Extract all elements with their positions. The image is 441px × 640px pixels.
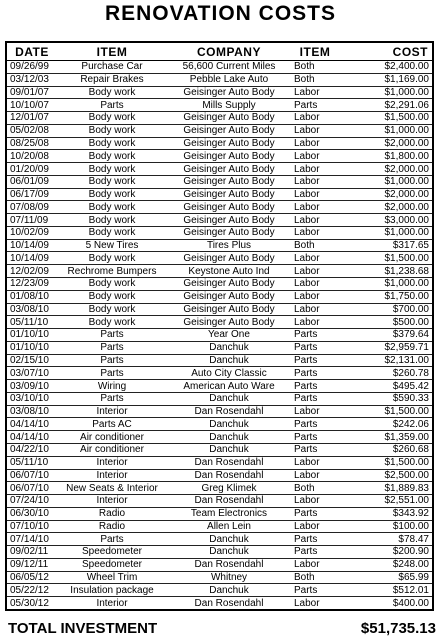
cell-item-type: Both — [291, 239, 339, 252]
cell-item-type: Labor — [291, 405, 339, 418]
cell-company: Dan Rosendahl — [167, 558, 291, 571]
cell-company: 56,600 Current Miles — [182, 61, 276, 73]
total-label: TOTAL INVESTMENT — [8, 620, 158, 637]
cell-item-type: Parts — [291, 546, 339, 559]
table-row — [7, 392, 432, 405]
cell-item-type: Labor — [291, 86, 339, 99]
cell-company: Danchuk — [167, 584, 291, 597]
table-row — [7, 367, 432, 380]
cell-company: Whitney — [167, 571, 291, 584]
cell-item-type: Parts — [291, 392, 339, 405]
cell-item: Parts — [57, 367, 167, 380]
cell-cost: $2,551.00 — [339, 495, 432, 508]
cell-item-type: Labor — [291, 495, 339, 508]
cell-item: Body work — [57, 163, 167, 176]
cell-cost: $3,000.00 — [339, 214, 432, 227]
table-row — [7, 329, 432, 342]
cell-company: Dan Rosendahl — [167, 495, 291, 508]
cell-item: Body work — [57, 252, 167, 265]
table-row — [7, 214, 432, 227]
cell-cost: $260.78 — [339, 367, 432, 380]
cell-item: Parts — [57, 354, 167, 367]
cell-cost: $2,400.00 — [384, 61, 429, 73]
cost-table — [5, 41, 434, 611]
cell-item-type: Both — [291, 482, 339, 495]
cell-cost: $500.00 — [339, 316, 432, 329]
cell-date: 01/08/10 — [7, 290, 57, 303]
cell-item: Speedometer — [57, 546, 167, 559]
cell-item: New Seats & Interior — [57, 482, 167, 495]
cell-date: 09/26/99 — [10, 61, 49, 73]
table-row — [7, 201, 432, 214]
cell-date: 10/14/09 — [7, 252, 57, 265]
cell-date: 02/15/10 — [7, 354, 57, 367]
cell-item-type: Labor — [291, 214, 339, 227]
cell-date: 03/10/10 — [7, 392, 57, 405]
header-item: ITEM — [57, 43, 167, 61]
cell-item-type: Labor — [291, 558, 339, 571]
cell-item: Purchase Car — [81, 61, 143, 73]
cell-company: American Auto Ware — [167, 380, 291, 393]
cell-item-type: Both — [291, 73, 339, 86]
cell-date: 03/07/10 — [7, 367, 57, 380]
cell-item: Body work — [57, 124, 167, 137]
cell-date: 10/20/08 — [7, 150, 57, 163]
cell-date: 07/24/10 — [7, 495, 57, 508]
cell-item: Interior — [57, 405, 167, 418]
cell-item: Radio — [57, 520, 167, 533]
cell-company: Geisinger Auto Body — [167, 150, 291, 163]
cell-company: Dan Rosendahl — [167, 597, 291, 609]
cell-company: Geisinger Auto Body — [167, 252, 291, 265]
cell-cost: $2,000.00 — [339, 201, 432, 214]
cell-item-type: Labor — [291, 469, 339, 482]
cell-item: Parts — [57, 329, 167, 342]
page-title: RENOVATION COSTS — [104, 2, 337, 25]
cell-item-type: Labor — [291, 520, 339, 533]
cell-date: 09/02/11 — [7, 546, 57, 559]
cell-cost: $317.65 — [339, 239, 432, 252]
cell-item-type: Labor — [291, 201, 339, 214]
table-row — [7, 507, 432, 520]
table-row — [7, 495, 432, 508]
cell-item: Body work — [57, 175, 167, 188]
cell-date: 07/08/09 — [7, 201, 57, 214]
table-row — [7, 124, 432, 137]
cell-cost: $1,750.00 — [339, 290, 432, 303]
cell-date: 05/22/12 — [7, 584, 57, 597]
table-row — [7, 482, 432, 495]
cell-date: 09/12/11 — [7, 558, 57, 571]
cell-cost: $1,169.00 — [339, 73, 432, 86]
cell-company: Danchuk — [167, 533, 291, 546]
table-row — [7, 597, 432, 609]
cell-item: Body work — [57, 86, 167, 99]
cell-date: 05/11/10 — [7, 456, 57, 469]
cell-date: 06/01/09 — [7, 175, 57, 188]
cell-cost: $512.01 — [339, 584, 432, 597]
table-row — [7, 443, 432, 456]
cell-date: 06/07/10 — [7, 469, 57, 482]
cell-item: Air conditioner — [57, 431, 167, 444]
cell-date: 12/02/09 — [7, 265, 57, 278]
cell-date: 07/10/10 — [7, 520, 57, 533]
cell-date: 03/09/10 — [7, 380, 57, 393]
table-row — [7, 188, 432, 201]
cell-date: 06/07/10 — [7, 482, 57, 495]
cell-item: Body work — [57, 290, 167, 303]
table-row — [7, 571, 432, 584]
cell-company: Geisinger Auto Body — [167, 163, 291, 176]
cell-item-type: Parts — [291, 584, 339, 597]
table-row — [7, 520, 432, 533]
cell-company: Tires Plus — [167, 239, 291, 252]
cell-company: Year One — [167, 329, 291, 342]
cell-cost: $2,000.00 — [339, 188, 432, 201]
table-row — [7, 341, 432, 354]
table-row — [7, 584, 432, 597]
table-row — [7, 380, 432, 393]
cell-item-type: Both — [291, 571, 339, 584]
cell-item-type: Parts — [291, 329, 339, 342]
cell-item-type: Labor — [291, 137, 339, 150]
table-row — [7, 239, 432, 252]
cell-company: Geisinger Auto Body — [167, 137, 291, 150]
table-row — [7, 175, 432, 188]
cell-date: 10/10/07 — [7, 99, 57, 112]
cell-company: Geisinger Auto Body — [167, 201, 291, 214]
cell-item: Body work — [57, 303, 167, 316]
cell-company: Geisinger Auto Body — [167, 188, 291, 201]
cell-company: Geisinger Auto Body — [167, 316, 291, 329]
cell-item: Interior — [57, 456, 167, 469]
cell-item-type: Labor — [291, 290, 339, 303]
header-cost: COST — [339, 43, 432, 61]
cell-item-type: Labor — [291, 303, 339, 316]
cell-cost: $2,000.00 — [339, 137, 432, 150]
cell-item: Radio — [57, 507, 167, 520]
cell-cost: $2,291.06 — [339, 99, 432, 112]
cell-item: Rechrome Bumpers — [57, 265, 167, 278]
cell-item-type: Labor — [291, 597, 339, 609]
cell-cost: $248.00 — [339, 558, 432, 571]
cell-company: Danchuk — [167, 418, 291, 431]
cell-item-type: Labor — [291, 175, 339, 188]
cell-company: Allen Lein — [167, 520, 291, 533]
cell-item-type: Parts — [291, 507, 339, 520]
table-row — [7, 316, 432, 329]
cell-company: Danchuk — [167, 443, 291, 456]
table-row — [7, 150, 432, 163]
cell-company: Geisinger Auto Body — [167, 303, 291, 316]
cell-date: 03/08/10 — [7, 405, 57, 418]
cell-item-type: Labor — [291, 226, 339, 239]
cell-item: Speedometer — [57, 558, 167, 571]
cell-date: 03/08/10 — [7, 303, 57, 316]
cell-date: 04/14/10 — [7, 431, 57, 444]
cell-item-type: Labor — [291, 265, 339, 278]
table-row — [7, 163, 432, 176]
cell-cost: $2,959.71 — [339, 341, 432, 354]
cell-cost: $1,800.00 — [339, 150, 432, 163]
cell-company: Dan Rosendahl — [167, 469, 291, 482]
cell-company: Geisinger Auto Body — [167, 86, 291, 99]
cell-date: 06/17/09 — [7, 188, 57, 201]
cell-item: Body work — [57, 137, 167, 150]
table-row — [7, 469, 432, 482]
cell-company: Danchuk — [167, 392, 291, 405]
cell-cost: $100.00 — [339, 520, 432, 533]
cell-cost: $65.99 — [339, 571, 432, 584]
cell-item-type: Labor — [291, 316, 339, 329]
cell-item: Air conditioner — [57, 443, 167, 456]
table-row — [7, 303, 432, 316]
table-row — [7, 290, 432, 303]
cell-cost: $1,500.00 — [339, 252, 432, 265]
cell-company: Geisinger Auto Body — [167, 175, 291, 188]
cell-item: Interior — [57, 597, 167, 609]
cell-item-type: Labor — [291, 163, 339, 176]
cell-date: 01/20/09 — [7, 163, 57, 176]
cell-cost: $400.00 — [339, 597, 432, 609]
cell-cost: $2,131.00 — [339, 354, 432, 367]
table-row — [7, 558, 432, 571]
cell-company: Greg Klimek — [167, 482, 291, 495]
cell-cost: $590.33 — [339, 392, 432, 405]
cell-company: Dan Rosendahl — [167, 456, 291, 469]
cell-item-type: Parts — [291, 354, 339, 367]
table-row — [7, 265, 432, 278]
table-header-row — [7, 43, 432, 61]
cell-date: 07/14/10 — [7, 533, 57, 546]
cell-item-type: Labor — [291, 150, 339, 163]
cell-cost: $200.90 — [339, 546, 432, 559]
table-row — [7, 354, 432, 367]
cell-company: Geisinger Auto Body — [167, 290, 291, 303]
table-row — [7, 86, 432, 99]
cell-date: 01/10/10 — [7, 341, 57, 354]
table-row — [7, 405, 432, 418]
cell-company: Pebble Lake Auto — [167, 73, 291, 86]
cell-item: Body work — [57, 214, 167, 227]
cell-date: 05/11/10 — [7, 316, 57, 329]
cell-cost: $495.42 — [339, 380, 432, 393]
cell-item-type: Parts — [291, 380, 339, 393]
cell-date: 04/22/10 — [7, 443, 57, 456]
cell-item: Interior — [57, 469, 167, 482]
table-row — [7, 252, 432, 265]
table-row — [7, 418, 432, 431]
cell-company: Auto City Classic — [167, 367, 291, 380]
cell-date: 05/30/12 — [7, 597, 57, 609]
cell-cost: $1,359.00 — [339, 431, 432, 444]
cell-item: Parts AC — [57, 418, 167, 431]
cell-item: Body work — [57, 112, 167, 125]
cell-cost: $1,000.00 — [339, 226, 432, 239]
cell-item: Body work — [57, 150, 167, 163]
table-row — [7, 73, 432, 86]
cell-date: 12/01/07 — [7, 112, 57, 125]
cell-date: 06/30/10 — [7, 507, 57, 520]
cell-date: 04/14/10 — [7, 418, 57, 431]
cell-cost: $242.06 — [339, 418, 432, 431]
table-body — [7, 61, 432, 609]
table-row — [7, 456, 432, 469]
header-date: DATE — [7, 43, 57, 61]
table-row — [7, 546, 432, 559]
cell-item-type: Both — [294, 61, 315, 73]
cell-cost: $1,238.68 — [339, 265, 432, 278]
total-value: $51,735.13 — [360, 620, 436, 637]
cell-cost: $700.00 — [339, 303, 432, 316]
cell-company: Geisinger Auto Body — [167, 112, 291, 125]
cell-cost: $1,000.00 — [339, 278, 432, 291]
cell-company: Mills Supply — [167, 99, 291, 112]
cell-item: Parts — [57, 533, 167, 546]
cell-item: Repair Brakes — [57, 73, 167, 86]
cell-item: Body work — [57, 316, 167, 329]
table-row — [7, 533, 432, 546]
total-investment — [8, 619, 436, 639]
cell-item: Body work — [57, 226, 167, 239]
table-row — [7, 112, 432, 125]
cell-company: Danchuk — [167, 354, 291, 367]
cell-item-type: Parts — [291, 99, 339, 112]
cell-company: Geisinger Auto Body — [167, 226, 291, 239]
cell-cost: $1,500.00 — [339, 112, 432, 125]
cell-cost: $260.68 — [339, 443, 432, 456]
cell-company: Danchuk — [167, 431, 291, 444]
cell-date: 06/05/12 — [7, 571, 57, 584]
cell-item: Body work — [57, 201, 167, 214]
cell-company: Geisinger Auto Body — [167, 214, 291, 227]
cell-item: Parts — [57, 341, 167, 354]
cell-company: Danchuk — [167, 341, 291, 354]
table-row — [7, 137, 432, 150]
cell-date: 10/02/09 — [7, 226, 57, 239]
cell-cost: $78.47 — [339, 533, 432, 546]
cell-date: 05/02/08 — [7, 124, 57, 137]
cell-date: 01/10/10 — [7, 329, 57, 342]
cell-cost: $343.92 — [339, 507, 432, 520]
cell-item-type: Parts — [291, 443, 339, 456]
cell-date: 12/23/09 — [7, 278, 57, 291]
cell-item-type: Labor — [291, 188, 339, 201]
cell-cost: $2,500.00 — [339, 469, 432, 482]
cell-item: Parts — [57, 392, 167, 405]
cell-company: Dan Rosendahl — [167, 405, 291, 418]
cell-date: 03/12/03 — [7, 73, 57, 86]
cell-item-type: Labor — [291, 112, 339, 125]
cell-date: 08/25/08 — [7, 137, 57, 150]
cell-item-type: Labor — [291, 278, 339, 291]
cell-item: Parts — [57, 99, 167, 112]
cell-cost: $1,500.00 — [339, 405, 432, 418]
cell-company: Geisinger Auto Body — [167, 278, 291, 291]
cell-date: 10/14/09 — [7, 239, 57, 252]
cell-item: Body work — [57, 278, 167, 291]
cell-company: Keystone Auto Ind — [167, 265, 291, 278]
cell-item-type: Labor — [291, 252, 339, 265]
cell-item-type: Labor — [291, 456, 339, 469]
cell-company: Danchuk — [167, 546, 291, 559]
table-row — [7, 99, 432, 112]
cell-item-type: Parts — [291, 367, 339, 380]
cell-item: Interior — [57, 495, 167, 508]
cell-date: 07/11/09 — [7, 214, 57, 227]
cell-cost: $379.64 — [339, 329, 432, 342]
cell-item: Wiring — [57, 380, 167, 393]
cell-item-type: Parts — [291, 341, 339, 354]
cell-company: Geisinger Auto Body — [167, 124, 291, 137]
cell-company: Team Electronics — [167, 507, 291, 520]
table-row — [7, 431, 432, 444]
cell-cost: $1,000.00 — [339, 175, 432, 188]
cell-item-type: Labor — [291, 124, 339, 137]
cell-item: Body work — [57, 188, 167, 201]
cell-cost: $1,889.83 — [339, 482, 432, 495]
header-company: COMPANY — [167, 43, 291, 61]
cell-item-type: Parts — [291, 431, 339, 444]
cell-item: 5 New Tires — [57, 239, 167, 252]
header-item-type: ITEM — [291, 43, 339, 61]
table-row — [7, 278, 432, 291]
table-row — [7, 226, 432, 239]
cell-item-type: Parts — [291, 533, 339, 546]
cell-item: Insulation package — [57, 584, 167, 597]
cell-cost: $2,000.00 — [339, 163, 432, 176]
table-row — [7, 61, 432, 74]
cell-date: 09/01/07 — [7, 86, 57, 99]
cell-item-type: Parts — [291, 418, 339, 431]
cell-cost: $1,500.00 — [339, 456, 432, 469]
cell-cost: $1,000.00 — [339, 124, 432, 137]
cell-cost: $1,000.00 — [339, 86, 432, 99]
cell-item: Wheel Trim — [57, 571, 167, 584]
